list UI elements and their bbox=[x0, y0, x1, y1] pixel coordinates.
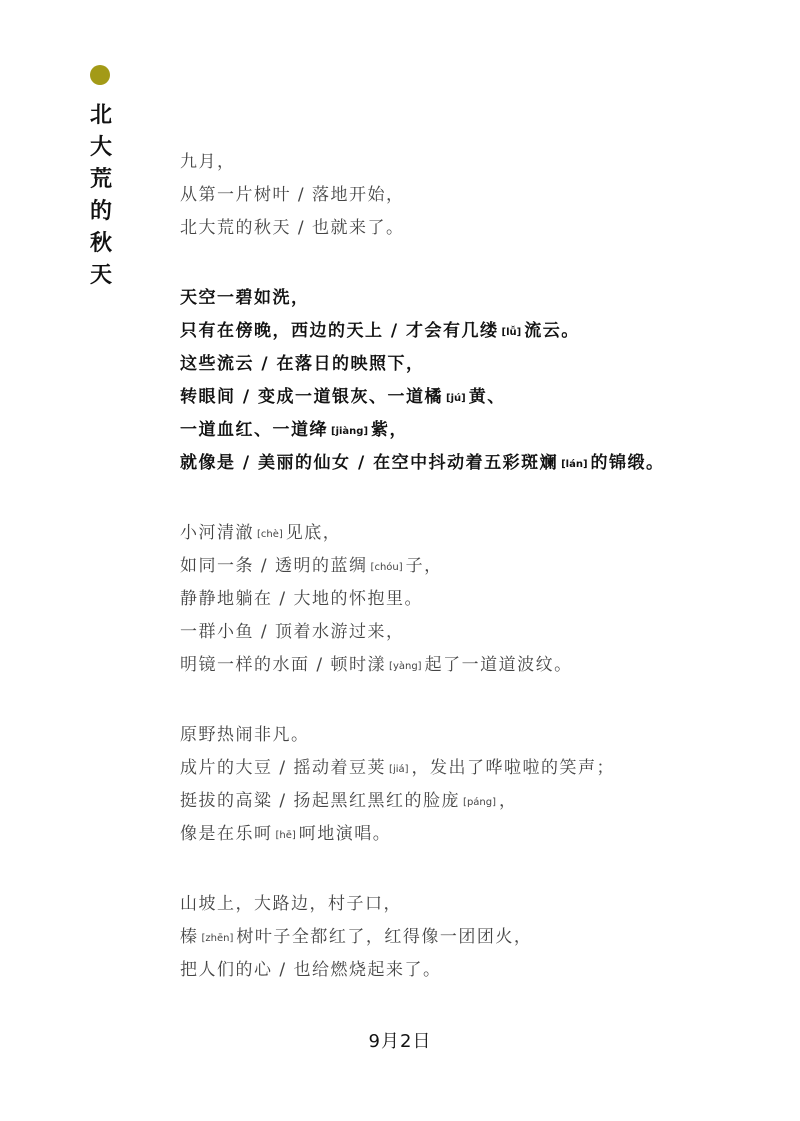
title-char: 的 bbox=[89, 199, 112, 224]
stanza bbox=[180, 719, 780, 851]
title-char: 秋 bbox=[89, 231, 112, 256]
poem-line bbox=[180, 818, 780, 851]
line-text: 紫， bbox=[371, 420, 409, 440]
pinyin-annotation: [jiàng] bbox=[331, 426, 369, 437]
pinyin-annotation: [zhēn] bbox=[201, 933, 234, 944]
line-text: 挺拔的高粱 / 扬起黑红黑红的脸庞 bbox=[180, 791, 461, 811]
poem-line bbox=[180, 583, 780, 616]
line-text: 像是在乐呵 bbox=[180, 824, 273, 844]
line-text: 这些流云 / 在落日的映照下， bbox=[180, 354, 425, 374]
poem-line bbox=[180, 447, 780, 480]
stanza bbox=[180, 517, 780, 682]
poem-line bbox=[180, 616, 780, 649]
line-text: 把人们的心 / 也给燃烧起来了。 bbox=[180, 960, 442, 980]
poem-line bbox=[180, 921, 780, 954]
stanza bbox=[180, 146, 780, 245]
line-text: 榛 bbox=[180, 927, 199, 947]
line-text: 山坡上，大路边，村子口， bbox=[180, 894, 402, 914]
line-text: ， bbox=[499, 791, 518, 811]
poem-line bbox=[180, 146, 780, 179]
title-char: 荒 bbox=[89, 167, 112, 192]
line-text: ，发出了哗啦啦的笑声； bbox=[411, 758, 616, 778]
date-footer: 9月2日 bbox=[368, 1031, 432, 1052]
line-text: 呵地演唱。 bbox=[298, 824, 392, 844]
poem-line bbox=[180, 348, 780, 381]
line-text: 成片的大豆 / 摇动着豆荚 bbox=[180, 758, 387, 778]
poem-body bbox=[180, 146, 780, 1024]
line-text: 转眼间 / 变成一道银灰、一道橘 bbox=[180, 387, 444, 407]
poem-line bbox=[180, 282, 780, 315]
line-text: 天空一碧如洗， bbox=[180, 288, 310, 308]
poem-line bbox=[180, 315, 780, 348]
stanza bbox=[180, 282, 780, 480]
poem-line bbox=[180, 381, 780, 414]
poem-line bbox=[180, 719, 780, 752]
pinyin-annotation: [lǚ] bbox=[501, 327, 522, 338]
poem-line bbox=[180, 414, 780, 447]
pinyin-annotation: [yàng] bbox=[389, 661, 422, 672]
line-text: 小河清澈 bbox=[180, 523, 254, 543]
line-text: 北大荒的秋天 / 也就来了。 bbox=[180, 218, 405, 238]
line-text: 就像是 / 美丽的仙女 / 在空中抖动着五彩斑斓 bbox=[180, 453, 559, 473]
pinyin-annotation: [hē] bbox=[275, 830, 296, 841]
title-marker-dot bbox=[90, 65, 110, 85]
pinyin-annotation: [chè] bbox=[257, 529, 283, 540]
line-text: 一道血红、一道绛 bbox=[180, 420, 328, 440]
title-char: 天 bbox=[89, 263, 112, 288]
line-text: 只有在傍晚，西边的天上 / 才会有几缕 bbox=[180, 321, 499, 341]
poem-line bbox=[180, 888, 780, 921]
poem-line bbox=[180, 517, 780, 550]
pinyin-annotation: [jú] bbox=[446, 393, 466, 404]
title-char: 大 bbox=[89, 135, 112, 160]
line-text: 树叶子全都红了，红得像一团团火， bbox=[236, 927, 533, 947]
pinyin-annotation: [páng] bbox=[463, 797, 497, 808]
line-text: 九月， bbox=[180, 152, 236, 172]
stanza bbox=[180, 888, 780, 987]
line-text: 的锦缎。 bbox=[590, 453, 665, 473]
line-text: 黄、 bbox=[468, 387, 506, 407]
pinyin-annotation: [jiá] bbox=[389, 764, 409, 775]
line-text: 静静地躺在 / 大地的怀抱里。 bbox=[180, 589, 424, 609]
line-text: 起了一道道波纹。 bbox=[424, 655, 573, 675]
poem-line bbox=[180, 649, 780, 682]
line-text: 如同一条 / 透明的蓝绸 bbox=[180, 556, 368, 576]
poem-line bbox=[180, 954, 780, 987]
line-text: 见底， bbox=[285, 523, 342, 543]
line-text: 流云。 bbox=[524, 321, 580, 341]
poem-line bbox=[180, 179, 780, 212]
poem-line bbox=[180, 785, 780, 818]
line-text: 明镜一样的水面 / 顿时漾 bbox=[180, 655, 387, 675]
poem-line bbox=[180, 550, 780, 583]
poem-line bbox=[180, 752, 780, 785]
line-text: 从第一片树叶 / 落地开始， bbox=[180, 185, 405, 205]
poem-line bbox=[180, 212, 780, 245]
vertical-title bbox=[86, 100, 116, 292]
pinyin-annotation: [lán] bbox=[561, 459, 588, 470]
pinyin-annotation: [chóu] bbox=[370, 562, 403, 573]
line-text: 原野热闹非凡。 bbox=[180, 725, 310, 745]
line-text: 一群小鱼 / 顶着水游过来， bbox=[180, 622, 405, 642]
title-char: 北 bbox=[89, 103, 112, 128]
line-text: 子， bbox=[405, 556, 443, 576]
